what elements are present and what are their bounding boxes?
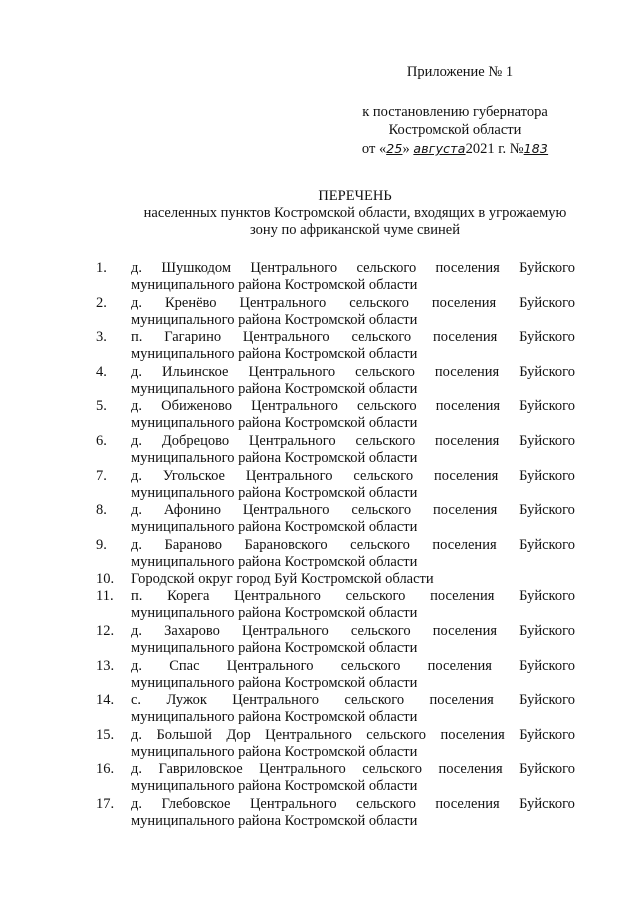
list-item-word: д. (131, 432, 143, 449)
list-item-line-1 (131, 433, 575, 450)
list-item-line-1 (131, 468, 575, 485)
list-item-number: 5. (96, 398, 107, 415)
list-item-word: Буйского (519, 795, 575, 812)
list-item (96, 364, 576, 399)
list-item-text (131, 260, 575, 294)
list-item-line-1 (131, 502, 575, 519)
list-item-line-1 (131, 571, 575, 588)
decree-month-handwritten: августа (413, 141, 466, 156)
list-item-word: Центрального (250, 260, 338, 276)
list-item-word: Буйского (519, 467, 575, 484)
list-item-number: 13. (96, 657, 115, 674)
list-item-number: 16. (96, 761, 115, 778)
list-item-line-2: муниципального района Костромской области (131, 674, 418, 691)
list-item (96, 502, 576, 537)
decree-date-line (330, 140, 580, 158)
list-item (96, 468, 576, 503)
list-item (96, 727, 576, 762)
list-item-word: п. (131, 588, 143, 605)
list-item-word: сельского (351, 329, 412, 346)
list-item (96, 761, 576, 796)
list-item-line-2: муниципального района Костромской области (131, 346, 418, 363)
list-item-line-1 (131, 727, 575, 744)
title-heading: ПЕРЕЧЕНЬ (318, 188, 392, 204)
list-item-word: Буйского (519, 726, 575, 743)
list-item-word: поселения (435, 432, 500, 449)
list-item-word: Бараново (164, 536, 222, 553)
list-item-word: сельского (349, 294, 409, 311)
list-item-word: Центрального (226, 657, 314, 674)
list-item-word: сельского (350, 536, 410, 553)
list-item-word: сельского (356, 795, 416, 812)
list-item-word: Буйского (519, 536, 575, 553)
list-item-line-1 (131, 537, 575, 554)
list-item-word: сельского (355, 363, 415, 380)
list-item-word: поселения (435, 398, 501, 415)
list-item-number: 6. (96, 432, 107, 449)
list-item-number: 9. (96, 536, 107, 553)
list-item-line-2: муниципального района Костромской области (131, 743, 418, 760)
list-item-word: Центрального (259, 761, 346, 778)
list-item-word: Шушкодом (161, 260, 232, 276)
list-item-word: Буйского (519, 622, 575, 639)
list-item-word: Буйского (519, 329, 575, 346)
list-item-word: Буйского (519, 363, 575, 380)
list-item-line-2: муниципального района Костромской области (131, 311, 418, 328)
list-item-text (131, 468, 575, 502)
list-item-word: сельского (344, 692, 405, 709)
list-item-word: Угольское (162, 467, 225, 484)
list-item-word: поселения (434, 363, 500, 380)
list-item (96, 796, 576, 831)
list-item-word: д. (131, 502, 143, 519)
list-item-word: Центрального (251, 398, 338, 415)
list-item-number: 17. (96, 795, 115, 812)
decree-number-handwritten: 183 (523, 141, 549, 156)
list-item-number: 15. (96, 726, 115, 743)
list-item-text (131, 537, 575, 571)
list-item-word: поселения (429, 692, 494, 709)
list-item (96, 623, 576, 658)
list-item (96, 588, 576, 623)
list-item-line-2: муниципального района Костромской области (131, 519, 418, 536)
list-item-number: 4. (96, 363, 107, 380)
list-item-text (131, 796, 575, 830)
list-item-number: 10. (96, 571, 115, 588)
list-item-word: сельского (340, 657, 401, 674)
list-item-number: 12. (96, 622, 115, 639)
list-item-number: 3. (96, 329, 107, 346)
list-item-text (131, 588, 575, 622)
list-item-word: Центрального (239, 294, 327, 311)
list-item (96, 260, 576, 295)
list-item-line-2: муниципального района Костромской области (131, 605, 418, 622)
list-item-word: д. (131, 726, 143, 743)
list-item-line-1 (131, 588, 575, 605)
list-item-word: Обиженово (161, 398, 233, 415)
list-item-word: Афонино (163, 502, 221, 519)
list-item-word: Буйского (519, 260, 575, 276)
list-item-line-2: муниципального района Костромской области (131, 484, 418, 501)
list-item-line-2: муниципального района Костромской области (131, 778, 418, 795)
list-item-text (131, 623, 575, 657)
decree-line-1: к постановлению губернатора (362, 104, 548, 120)
list-item-text (131, 364, 575, 398)
list-item-word: с. (131, 692, 142, 709)
list-item-text (131, 692, 575, 726)
list-item-word: сельского (355, 432, 416, 449)
document-title (110, 188, 600, 239)
list-item (96, 329, 576, 364)
list-item-word: сельского (350, 622, 411, 639)
list-item-text (131, 727, 575, 761)
list-item-number: 14. (96, 692, 115, 709)
list-item-number: 2. (96, 294, 107, 311)
list-item-word: Центрального (249, 795, 337, 812)
list-item-word: Буйского (519, 761, 575, 778)
list-item-word: поселения (430, 588, 495, 605)
decree-reference (330, 104, 580, 158)
list-item-line-2: муниципального района Костромской области (131, 449, 418, 466)
list-item (96, 658, 576, 693)
list-item-word: сельского (356, 260, 417, 276)
list-item-word: Глебовское (161, 795, 231, 812)
title-line-1: населенных пунктов Костромской области, входящих в угрожаемую (143, 205, 567, 221)
list-item-word: сельского (351, 502, 412, 519)
list-item-line-1 (131, 260, 575, 277)
list-item-word: Кренёво (164, 294, 217, 311)
list-item-line-2: муниципального района Костромской области (131, 553, 418, 570)
list-item-word: сельского (362, 761, 422, 778)
list-item-word: д. (131, 657, 143, 674)
list-item-word: поселения (432, 622, 497, 639)
settlement-list (96, 260, 576, 831)
list-item-word: поселения (427, 657, 492, 674)
list-item-word: Центрального (232, 692, 319, 709)
list-item-word: поселения (431, 294, 497, 311)
list-item-text (131, 761, 575, 795)
list-item-word: Гагарино (164, 329, 222, 346)
list-item-word: Центрального (234, 588, 321, 605)
list-item-word: Центрального (248, 432, 336, 449)
list-item (96, 433, 576, 468)
list-item-word: Гавриловское (158, 761, 243, 778)
decree-from: от (361, 141, 376, 157)
list-item-line-2: муниципального района Костромской области (131, 639, 418, 656)
list-item-word: Центрального (242, 622, 329, 639)
list-item-word: д. (131, 761, 143, 778)
list-item-text (131, 571, 575, 588)
list-item (96, 692, 576, 727)
list-item-line-1 (131, 398, 575, 415)
list-item-word: Буйского (519, 588, 575, 605)
list-item-word: Центрального (242, 502, 330, 519)
list-item-text (131, 433, 575, 467)
list-item-word: Корега (167, 588, 210, 605)
list-item-line-2: муниципального района Костромской области (131, 415, 418, 432)
list-item-word: п. (131, 329, 143, 346)
list-item-word: поселения (435, 795, 500, 812)
list-item-text (131, 398, 575, 432)
list-item-text (131, 658, 575, 692)
list-item-word: д. (131, 536, 143, 553)
list-item-text (131, 295, 575, 329)
list-item-line-2: муниципального района Костромской области (131, 709, 418, 726)
list-item-word: Большой (156, 726, 212, 743)
list-item-line-1 (131, 658, 575, 675)
list-item-word: д. (131, 398, 143, 415)
list-item-word: Добрецово (161, 432, 230, 449)
list-item-word: д. (131, 363, 143, 380)
list-item-word: поселения (432, 502, 498, 519)
list-item-word: Центрального (248, 363, 336, 380)
list-item-number: 1. (96, 260, 107, 276)
list-item-word: поселения (435, 260, 500, 276)
list-item-line-2: муниципального района Костромской области (131, 277, 418, 293)
list-item-word: Буйского (519, 398, 575, 415)
list-item-word: д. (131, 260, 143, 276)
list-item-line-1 (131, 329, 575, 346)
list-item-word: Городской округ город Буй Костромской области (131, 571, 434, 588)
list-item-word: поселения (432, 536, 497, 553)
list-item-word: Буйского (519, 432, 575, 449)
list-item (96, 537, 576, 572)
list-item-word: д. (131, 795, 143, 812)
list-item-word: Центрального (242, 329, 330, 346)
list-item-word: поселения (433, 467, 499, 484)
list-item-text (131, 329, 575, 363)
list-item-line-1 (131, 761, 575, 778)
list-item-line-1 (131, 623, 575, 640)
list-item-text (131, 502, 575, 536)
list-item-word: Буйского (519, 657, 575, 674)
list-item-line-1 (131, 295, 575, 312)
list-item-word: Спас (169, 657, 200, 674)
title-line-2: зону по африканской чуме свиней (250, 222, 460, 238)
list-item-word: сельского (345, 588, 406, 605)
list-item-word: Буйского (519, 692, 575, 709)
list-item-word: сельского (366, 726, 427, 743)
decree-day-handwritten: 25 (386, 141, 403, 156)
list-item-word: Лужок (166, 692, 207, 709)
list-item-word: Буйского (519, 502, 575, 519)
decree-line-2: Костромской области (388, 122, 522, 138)
list-item-word: д. (131, 622, 143, 639)
list-item-number: 8. (96, 502, 107, 519)
list-item-line-2: муниципального района Костромской области (131, 812, 418, 829)
decree-year: 2021 г. № (465, 141, 524, 157)
decree-quote-open: « (378, 141, 387, 157)
appendix-label: Приложение № 1 (406, 64, 514, 80)
list-item-line-1 (131, 364, 575, 381)
list-item-word: поселения (440, 726, 505, 743)
list-item-word: сельского (356, 398, 417, 415)
list-item-word: Дор (226, 726, 251, 743)
list-item-number: 11. (96, 588, 114, 605)
list-item-word: сельского (353, 467, 414, 484)
list-item (96, 295, 576, 330)
list-item (96, 398, 576, 433)
list-item-word: Захарово (164, 622, 220, 639)
list-item-line-1 (131, 692, 575, 709)
list-item-word: Центрального (265, 726, 352, 743)
list-item-line-1 (131, 796, 575, 813)
list-item-word: д. (131, 467, 143, 484)
list-item-word: д. (131, 294, 143, 311)
decree-quote-close: » (402, 141, 410, 157)
list-item-word: поселения (438, 761, 503, 778)
list-item-word: Центрального (245, 467, 333, 484)
list-item-word: поселения (433, 329, 498, 346)
list-item-word: Барановского (244, 536, 328, 553)
list-item-line-2: муниципального района Костромской области (131, 380, 418, 397)
list-item-word: Ильинское (162, 363, 229, 380)
list-item-word: Буйского (519, 294, 575, 311)
list-item-number: 7. (96, 467, 107, 484)
list-item (96, 571, 576, 588)
